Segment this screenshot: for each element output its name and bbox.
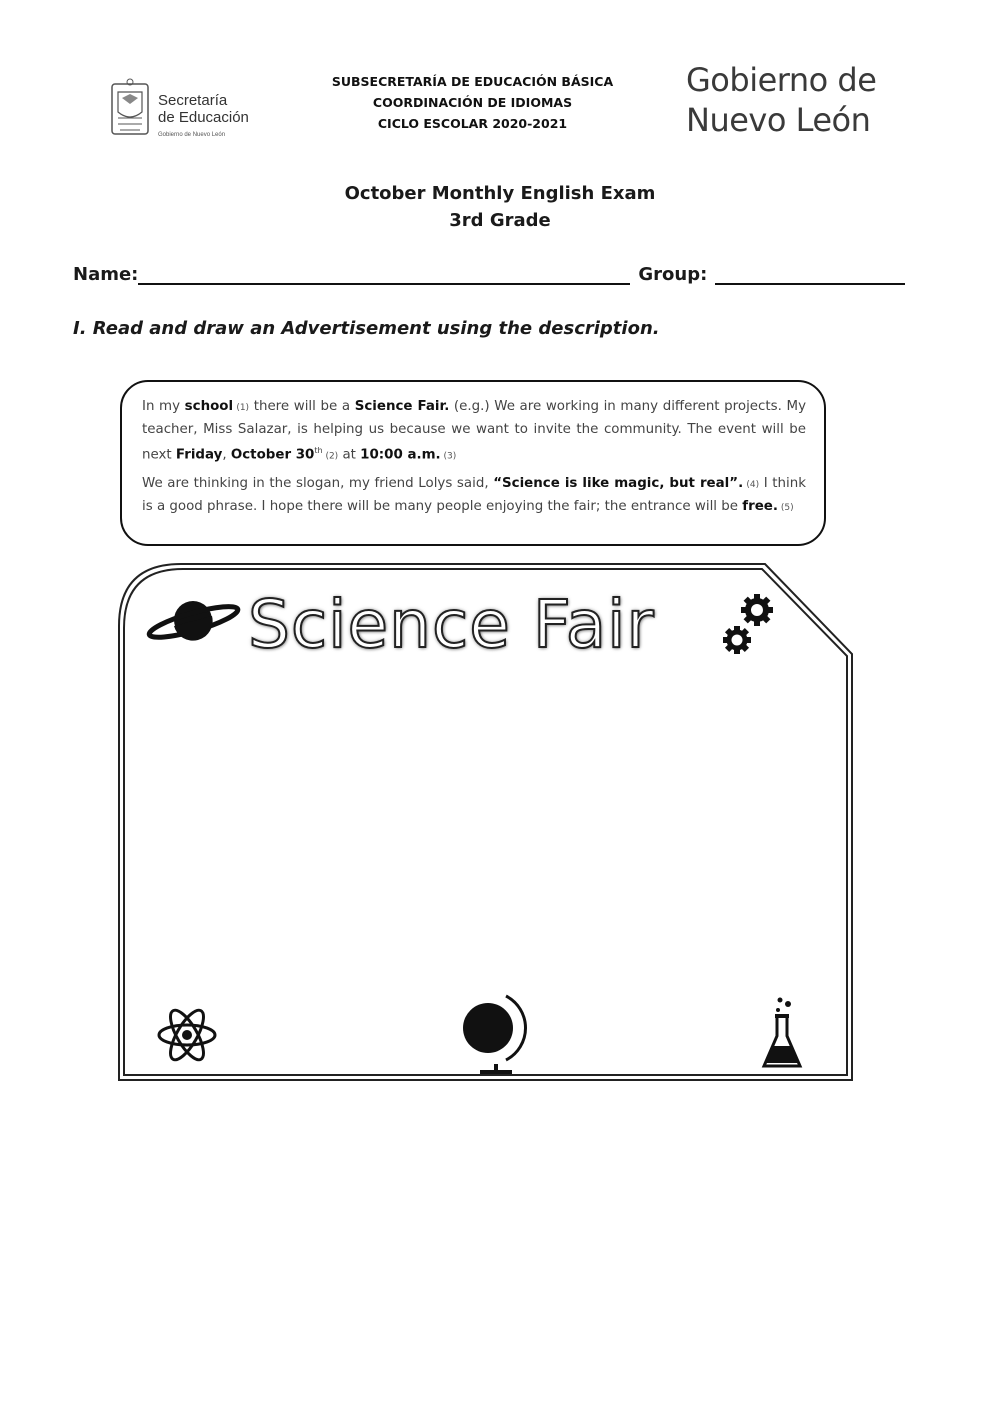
gobierno-logo [686, 60, 876, 140]
description-segment: , [222, 447, 231, 463]
secretaria-line3: Gobierno de Nuevo León [158, 132, 226, 138]
description-segment: We are thinking in the slogan, my friend Lolys said, [142, 476, 494, 492]
poster-title: Science Fair [248, 586, 655, 663]
description-segment: (1) [233, 403, 250, 413]
exam-grade: 3rd Grade [449, 210, 551, 231]
secretaria-logo-text [158, 92, 249, 144]
description-segment: Science Fair. [354, 399, 450, 414]
header-line-1: SUBSECRETARÍA DE EDUCACIÓN BÁSICA [331, 74, 614, 89]
header-line-3: CICLO ESCOLAR 2020-2021 [377, 116, 568, 131]
description-segment: I think is a good phrase. I hope there will be many people enjoying the fair; the entrance will be [142, 476, 806, 515]
description-box [120, 380, 826, 546]
instruction: I. Read and draw an Advertisement using the description. [73, 318, 660, 339]
description-segment: Friday [175, 447, 223, 463]
flask-icon [764, 998, 800, 1067]
description-segment: 10:00 a.m. [360, 447, 441, 463]
group-field[interactable] [715, 265, 905, 285]
planet-icon [147, 601, 240, 644]
header-center [300, 71, 645, 134]
name-group-row [73, 264, 913, 285]
description-segment: October 30 [230, 447, 315, 463]
globe-icon [463, 996, 526, 1072]
description-segment: th [314, 446, 323, 455]
description-segment: school [184, 399, 234, 414]
exam-title: October Monthly English Exam [344, 183, 656, 204]
description-segment: free. [742, 499, 778, 515]
gobierno-line1: Gobierno de [686, 61, 877, 99]
description-paragraph-1 [142, 396, 806, 467]
description-segment: (4) [743, 480, 760, 491]
description-segment: (2) [322, 451, 339, 462]
header-line-2: COORDINACIÓN DE IDIOMAS [372, 95, 573, 110]
gobierno-line2: Nuevo León [686, 101, 871, 139]
description-segment: (5) [777, 503, 794, 514]
name-label: Name: [73, 264, 139, 285]
exam-title-block [0, 180, 1000, 234]
description-segment: there will be a [249, 399, 355, 414]
atom-icon [159, 1006, 215, 1064]
gears-icon [723, 594, 773, 654]
description-segment: at [338, 447, 361, 463]
description-paragraph-2 [142, 473, 806, 519]
description-segment: “Science is like magic, but real”. [493, 476, 744, 492]
description-segment: (3) [440, 451, 457, 462]
name-field[interactable] [138, 265, 630, 285]
secretaria-line1: Secretaría [158, 92, 228, 109]
description-segment: In my [142, 399, 185, 414]
group-label: Group: [638, 264, 708, 285]
description-segment: (e.g.) We are working in many different projects. My teacher, Miss Salazar, is helping us because we want to invite the community. The event will be next [142, 399, 806, 463]
secretaria-line2: de Educación [158, 109, 249, 126]
education-seal-icon [108, 78, 152, 144]
